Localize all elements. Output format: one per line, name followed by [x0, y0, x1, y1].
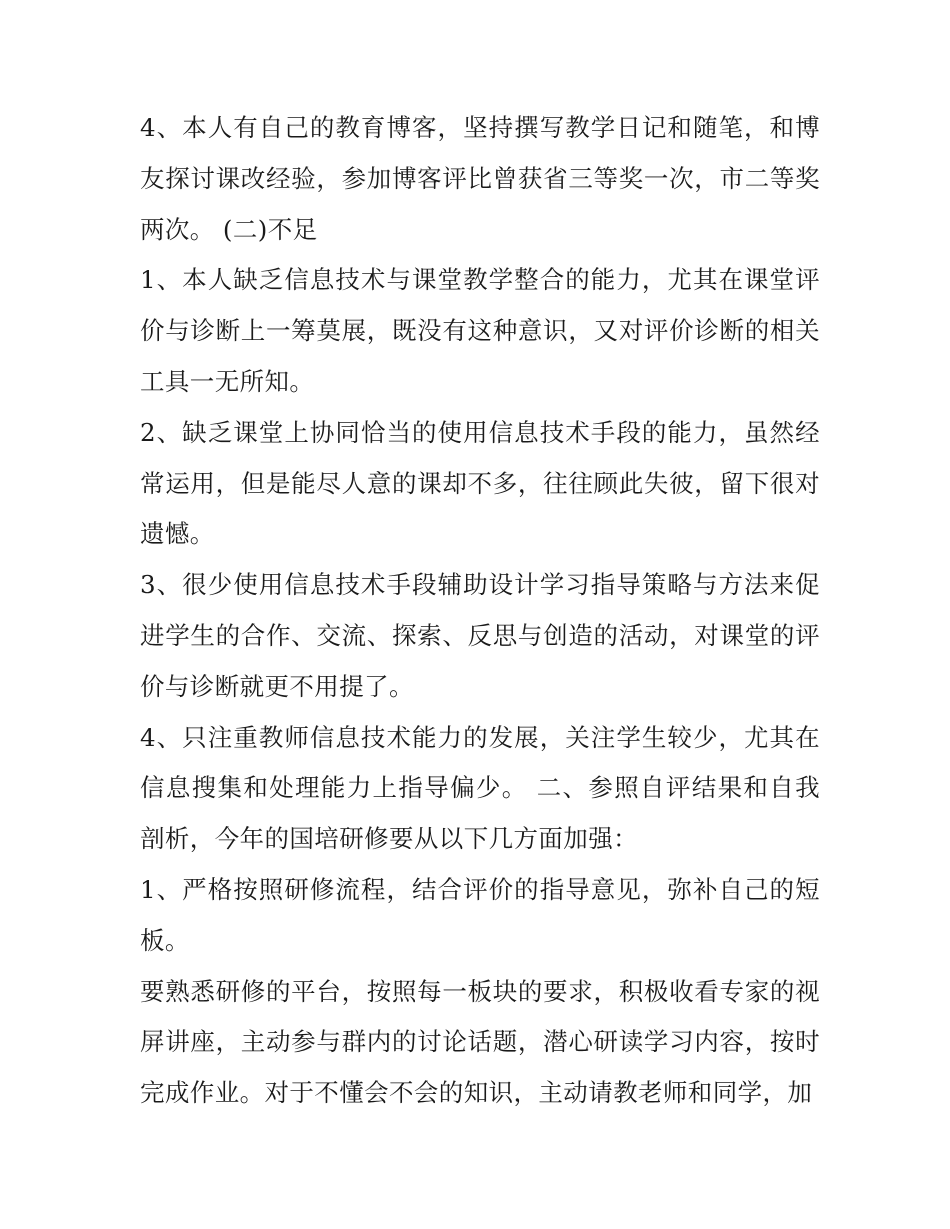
- paragraph-plan-details: 要熟悉研修的平台，按照每一板块的要求，积极收看专家的视屏讲座，主动参与群内的讨论话题，潜心研读学习内容，按时完成作业。对于不懂会不会的知识，主动请教老师和同学，加: [140, 976, 820, 1108]
- paragraph-shortcoming-2: 2、缺乏课堂上协同恰当的使用信息技术手段的能力，虽然经常运用，但是能尽人意的课却不多，往往顾此失彼，留下很对遗憾。: [140, 417, 820, 549]
- paragraph-shortcoming-3: 3、很少使用信息技术手段辅助设计学习指导策略与方法来促进学生的合作、交流、探索、反思与创造的活动，对课堂的评价与诊断就更不用提了。: [140, 570, 820, 701]
- paragraph-shortcoming-4-and-section-2: 4、只注重教师信息技术能力的发展，关注学生较少，尤其在信息搜集和处理能力上指导偏少。 二、参照自评结果和自我剖析，今年的国培研修要从以下几方面加强：: [140, 722, 820, 854]
- paragraph-blog-and-shortcomings-heading: 4、本人有自己的教育博客，坚持撰写教学日记和随笔，和博友探讨课改经验，参加博客评比曾获省三等奖一次，市二等奖两次。 (二)不足: [140, 113, 820, 244]
- document-page: [140, 103, 820, 1119]
- paragraph-plan-1: 1、严格按照研修流程，结合评价的指导意见，弥补自己的短板。: [140, 874, 820, 955]
- paragraph-shortcoming-1: 1、本人缺乏信息技术与课堂教学整合的能力，尤其在课堂评价与诊断上一筹莫展，既没有这种意识，又对评价诊断的相关工具一无所知。: [140, 265, 820, 396]
